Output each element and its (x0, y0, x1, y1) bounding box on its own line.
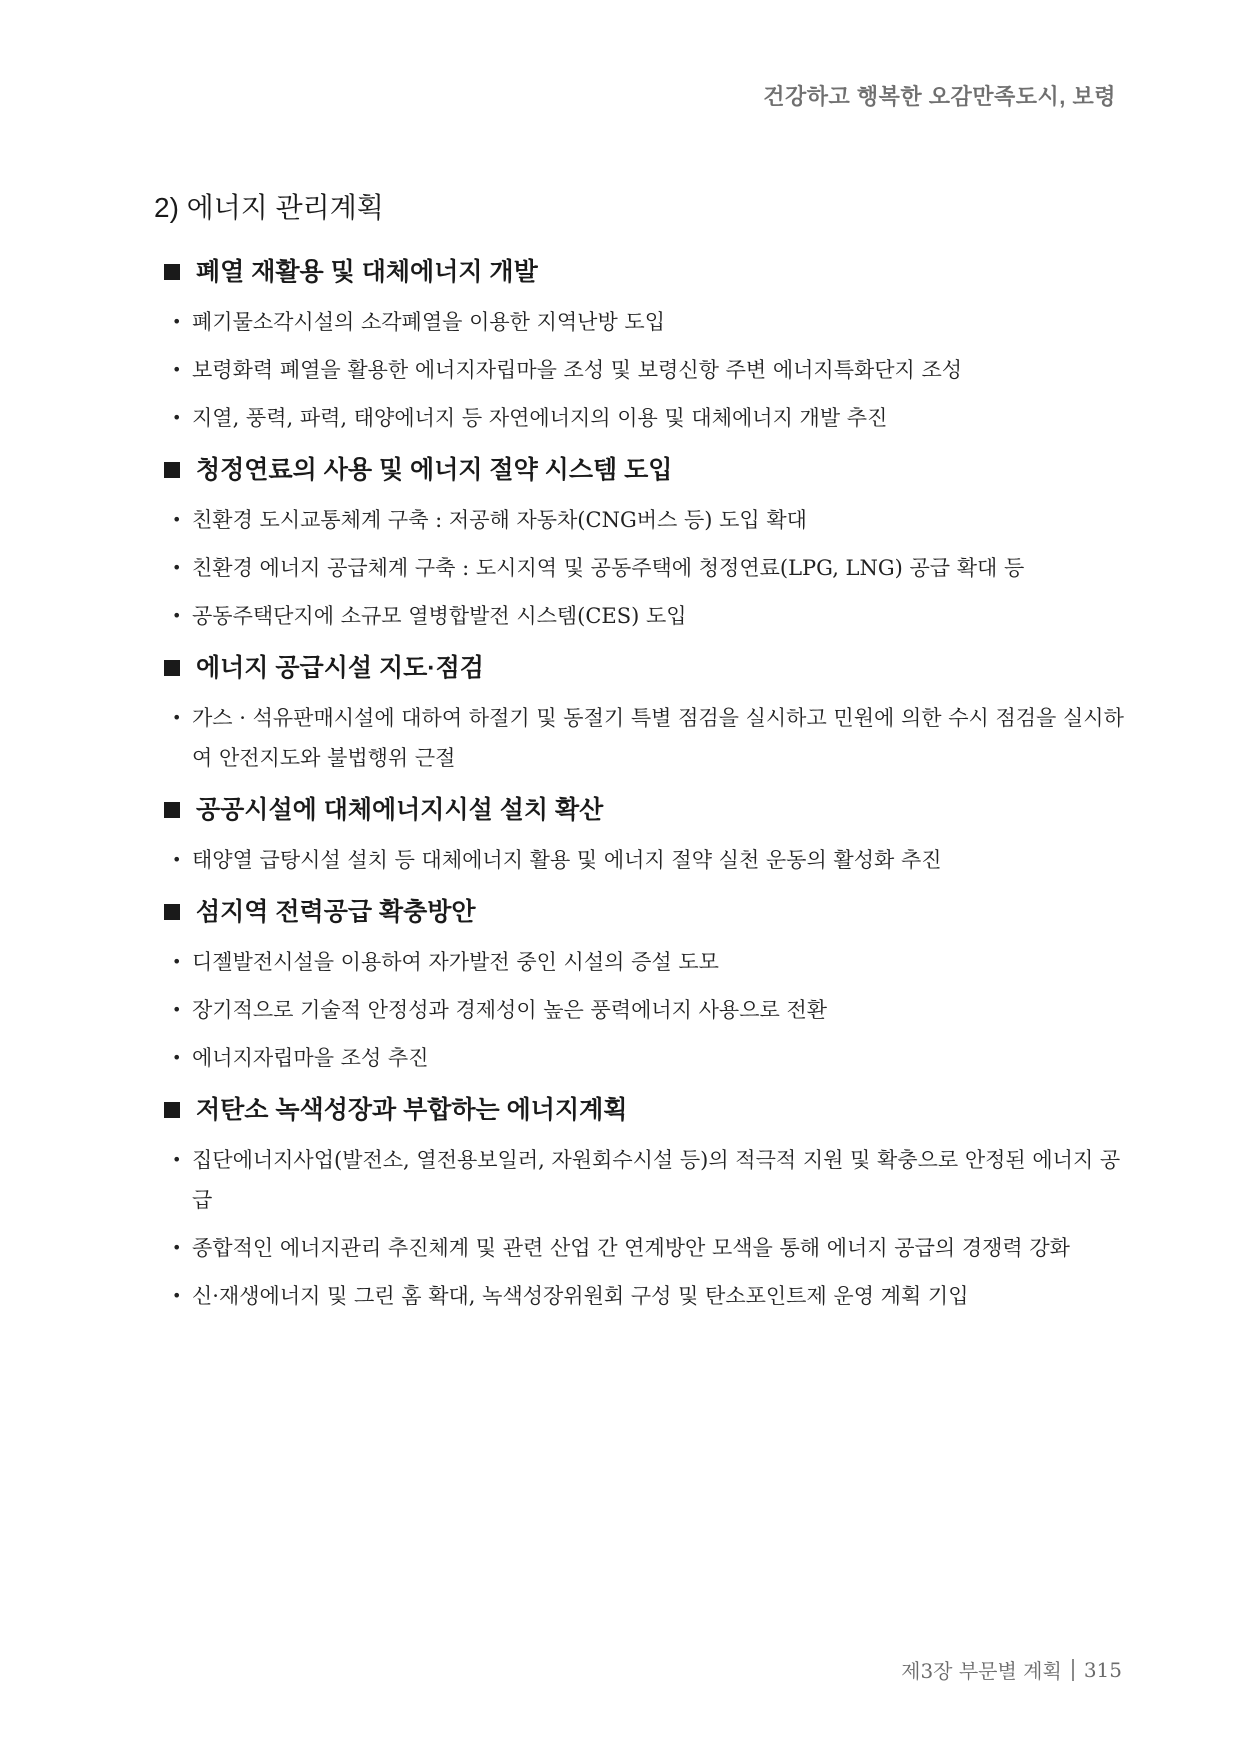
bullet-dot-icon: • (172, 1000, 182, 1019)
list-item-text: 에너지자립마을 조성 추진 (192, 1046, 429, 1070)
square-bullet-icon (164, 1102, 180, 1118)
bullet-list (154, 698, 1140, 778)
bullet-dot-icon: • (172, 1286, 182, 1305)
subsection-heading (164, 650, 1140, 686)
list-item-text: 종합적인 에너지관리 추진체계 및 관련 산업 간 연계방안 모색을 통해 에너지 공급의 경쟁력 강화 (192, 1236, 1070, 1260)
bullet-dot-icon: • (172, 1238, 182, 1257)
list-item-text: 공동주택단지에 소규모 열병합발전 시스템(CES) 도입 (192, 604, 687, 628)
subsection-list (154, 254, 1140, 1316)
footer-chapter: 제3장 부문별 계획 (901, 1659, 1062, 1683)
list-item (154, 840, 1140, 880)
subsection-heading-text: 청정연료의 사용 및 에너지 절약 시스템 도입 (196, 456, 673, 484)
list-item (154, 1228, 1140, 1268)
subsection-heading (164, 254, 1140, 290)
bullet-dot-icon: • (172, 558, 182, 577)
subsection-heading-text: 에너지 공급시설 지도·점검 (196, 654, 484, 682)
bullet-list (154, 942, 1140, 1078)
subsection (154, 1092, 1140, 1316)
subsection (154, 254, 1140, 438)
subsection (154, 452, 1140, 636)
bullet-dot-icon: • (172, 606, 182, 625)
subsection (154, 792, 1140, 880)
list-item-text: 디젤발전시설을 이용하여 자가발전 중인 시설의 증설 도모 (192, 950, 719, 974)
running-header: 건강하고 행복한 오감만족도시, 보령 (763, 84, 1116, 109)
list-item (154, 500, 1140, 540)
list-item (154, 548, 1140, 588)
bullet-dot-icon: • (172, 952, 182, 971)
page-number: 315 (1083, 1657, 1122, 1682)
bullet-dot-icon: • (172, 708, 182, 727)
square-bullet-icon (164, 264, 180, 280)
bullet-list (154, 1140, 1140, 1316)
list-item-text: 지열, 풍력, 파력, 태양에너지 등 자연에너지의 이용 및 대체에너지 개발 추진 (192, 406, 888, 430)
subsection-heading (164, 792, 1140, 828)
bullet-list (154, 302, 1140, 438)
list-item-text: 폐기물소각시설의 소각폐열을 이용한 지역난방 도입 (192, 310, 665, 334)
subsection-heading (164, 1092, 1140, 1128)
subsection-heading (164, 452, 1140, 488)
list-item-text: 집단에너지사업(발전소, 열전용보일러, 자원회수시설 등)의 적극적 지원 및 확충으로 안정된 에너지 공급 (192, 1148, 1121, 1212)
square-bullet-icon (164, 660, 180, 676)
square-bullet-icon (164, 462, 180, 478)
subsection-heading-text: 저탄소 녹색성장과 부합하는 에너지계획 (196, 1096, 628, 1124)
list-item (154, 1140, 1140, 1220)
list-item-text: 장기적으로 기술적 안정성과 경제성이 높은 풍력에너지 사용으로 전환 (192, 998, 828, 1022)
page-content (154, 188, 1140, 1330)
list-item (154, 398, 1140, 438)
subsection-heading-text: 공공시설에 대체에너지시설 설치 확산 (196, 796, 604, 824)
list-item (154, 1038, 1140, 1078)
square-bullet-icon (164, 904, 180, 920)
page-footer (901, 1655, 1122, 1684)
bullet-list (154, 840, 1140, 880)
bullet-dot-icon: • (172, 510, 182, 529)
footer-separator (1072, 1659, 1074, 1681)
subsection-heading (164, 894, 1140, 930)
subsection (154, 650, 1140, 778)
section-title: 2) 에너지 관리계획 (154, 192, 384, 223)
bullet-dot-icon: • (172, 850, 182, 869)
subsection-heading-text: 폐열 재활용 및 대체에너지 개발 (196, 258, 538, 286)
list-item-text: 태양열 급탕시설 설치 등 대체에너지 활용 및 에너지 절약 실천 운동의 활성화 추진 (192, 848, 942, 872)
subsection-heading-text: 섬지역 전력공급 확충방안 (196, 898, 476, 926)
bullet-dot-icon: • (172, 1150, 182, 1169)
list-item (154, 698, 1140, 778)
list-item-text: 친환경 도시교통체계 구축 : 저공해 자동차(CNG버스 등) 도입 확대 (192, 508, 807, 532)
list-item-text: 신·재생에너지 및 그린 홈 확대, 녹색성장위원회 구성 및 탄소포인트제 운영 계획 기입 (192, 1284, 969, 1308)
list-item (154, 1276, 1140, 1316)
list-item (154, 990, 1140, 1030)
list-item (154, 596, 1140, 636)
list-item (154, 942, 1140, 982)
subsection (154, 894, 1140, 1078)
bullet-dot-icon: • (172, 312, 182, 331)
bullet-dot-icon: • (172, 360, 182, 379)
bullet-list (154, 500, 1140, 636)
list-item (154, 350, 1140, 390)
list-item-text: 가스 · 석유판매시설에 대하여 하절기 및 동절기 특별 점검을 실시하고 민원에 의한 수시 점검을 실시하여 안전지도와 불법행위 근절 (192, 706, 1124, 770)
list-item-text: 친환경 에너지 공급체계 구축 : 도시지역 및 공동주택에 청정연료(LPG, LNG) 공급 확대 등 (192, 556, 1025, 580)
list-item (154, 302, 1140, 342)
list-item-text: 보령화력 폐열을 활용한 에너지자립마을 조성 및 보령신항 주변 에너지특화단지 조성 (192, 358, 963, 382)
square-bullet-icon (164, 802, 180, 818)
bullet-dot-icon: • (172, 408, 182, 427)
bullet-dot-icon: • (172, 1048, 182, 1067)
